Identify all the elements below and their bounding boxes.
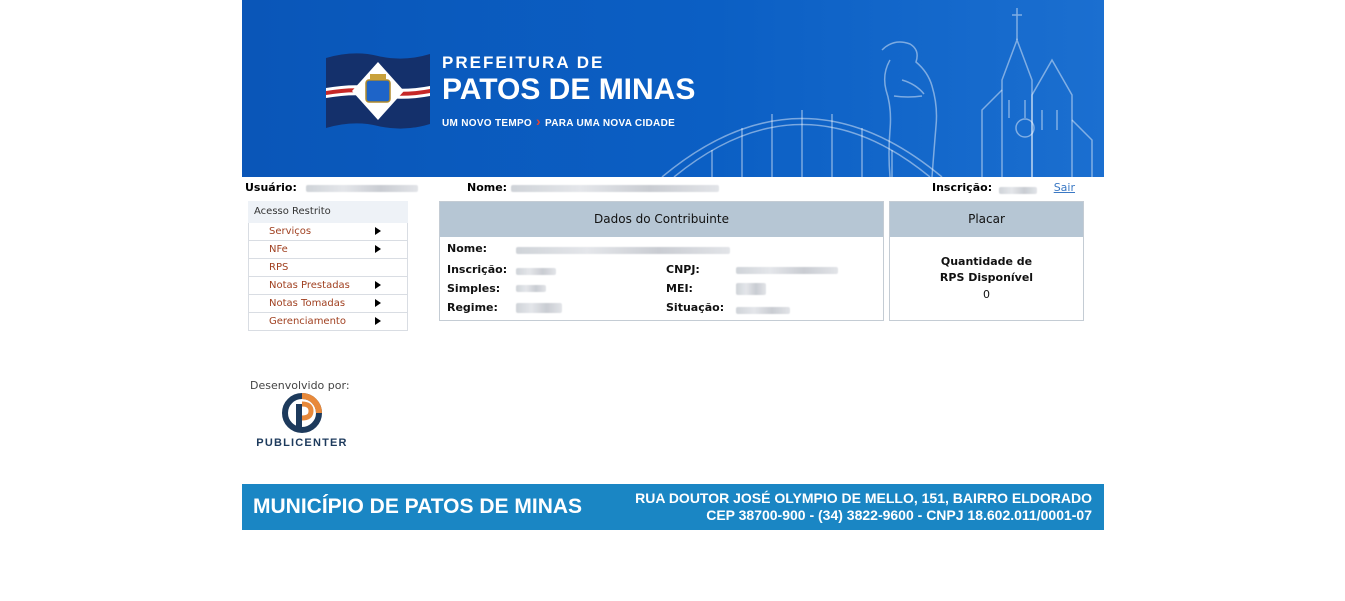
rps-quantity-value: 0 <box>983 288 990 301</box>
submenu-arrow-icon <box>375 299 381 307</box>
user-info-bar <box>242 180 1104 196</box>
submenu-arrow-icon <box>375 317 381 325</box>
chevron-right-icon: › <box>536 113 541 129</box>
dados-mei-label: MEI: <box>666 282 693 295</box>
menu-item-label: Serviços <box>269 226 312 237</box>
slogan-part-b: PARA UMA NOVA CIDADE <box>544 118 676 129</box>
dados-nome-value-redacted <box>516 247 730 254</box>
logout-link[interactable]: Sair <box>1053 181 1075 194</box>
sidebar-menu <box>248 201 408 331</box>
menu-item-servicos[interactable] <box>248 223 408 241</box>
slogan-part-a: UM NOVO TEMPO <box>442 118 533 129</box>
submenu-arrow-icon <box>375 227 381 235</box>
nome-label: Nome: <box>467 181 508 194</box>
menu-item-label: NFe <box>269 244 288 255</box>
footer-contact: CEP 38700-900 - (34) 3822-9600 - CNPJ 18.602.011/0001-07 <box>706 507 1092 523</box>
header-banner <box>242 0 1104 177</box>
brand-line2: PATOS DE MINAS <box>442 73 696 106</box>
brand-slogan <box>442 113 695 129</box>
publicenter-logo <box>250 392 354 452</box>
footer-city: MUNICÍPIO DE PATOS DE MINAS <box>253 495 583 518</box>
submenu-arrow-icon <box>375 281 381 289</box>
footer-address: RUA DOUTOR JOSÉ OLYMPIO DE MELLO, 151, BAIRRO ELDORADO <box>635 490 1092 506</box>
dados-inscricao-value-redacted <box>516 268 556 275</box>
menu-item-notas-tomadas[interactable] <box>248 295 408 313</box>
placar-panel <box>889 201 1084 321</box>
menu-item-label: Notas Tomadas <box>269 298 346 309</box>
rps-quantity-label <box>890 254 1083 286</box>
usuario-label: Usuário: <box>245 181 297 194</box>
inscricao-value-redacted <box>999 187 1037 194</box>
brand-line1: PREFEITURA DE <box>442 53 605 72</box>
dados-situacao-value-redacted <box>736 307 790 314</box>
contribuinte-panel <box>439 201 884 321</box>
dados-cnpj-label: CNPJ: <box>666 263 700 276</box>
menu-item-gerenciamento[interactable] <box>248 313 408 331</box>
footer-banner <box>242 484 1104 530</box>
dados-simples-label: Simples: <box>447 282 501 295</box>
dados-situacao-label: Situação: <box>666 301 725 314</box>
menu-item-nfe[interactable] <box>248 241 408 259</box>
developed-by-label: Desenvolvido por: <box>250 379 350 392</box>
dados-nome-label: Nome: <box>447 242 488 255</box>
placar-panel-title: Placar <box>890 202 1083 237</box>
inscricao-label: Inscrição: <box>932 181 993 194</box>
dados-simples-value-redacted <box>516 285 546 292</box>
menu-item-rps[interactable] <box>248 259 408 277</box>
dados-regime-value-redacted <box>516 303 562 313</box>
footer-address-block <box>635 490 1092 524</box>
menu-header: Acesso Restrito <box>248 201 408 223</box>
brand-text <box>442 53 695 129</box>
publicenter-logo-icon <box>250 392 354 436</box>
publicenter-name: PUBLICENTER <box>256 437 348 449</box>
rps-quantity-line1: Quantidade de <box>940 255 1033 268</box>
menu-item-label: Notas Prestadas <box>269 280 350 291</box>
nome-value-redacted <box>511 185 719 192</box>
menu-item-label: Gerenciamento <box>269 316 346 327</box>
usuario-value-redacted <box>306 185 418 192</box>
menu-item-notas-prestadas[interactable] <box>248 277 408 295</box>
city-flag-logo <box>324 50 432 134</box>
menu-item-label: RPS <box>269 262 289 273</box>
rps-quantity-line2: RPS Disponível <box>939 271 1034 284</box>
dados-mei-value-redacted <box>736 283 766 295</box>
dados-inscricao-label: Inscrição: <box>447 263 508 276</box>
contribuinte-panel-title: Dados do Contribuinte <box>440 202 883 237</box>
dados-regime-label: Regime: <box>447 301 498 314</box>
submenu-arrow-icon <box>375 245 381 253</box>
dados-cnpj-value-redacted <box>736 267 838 274</box>
